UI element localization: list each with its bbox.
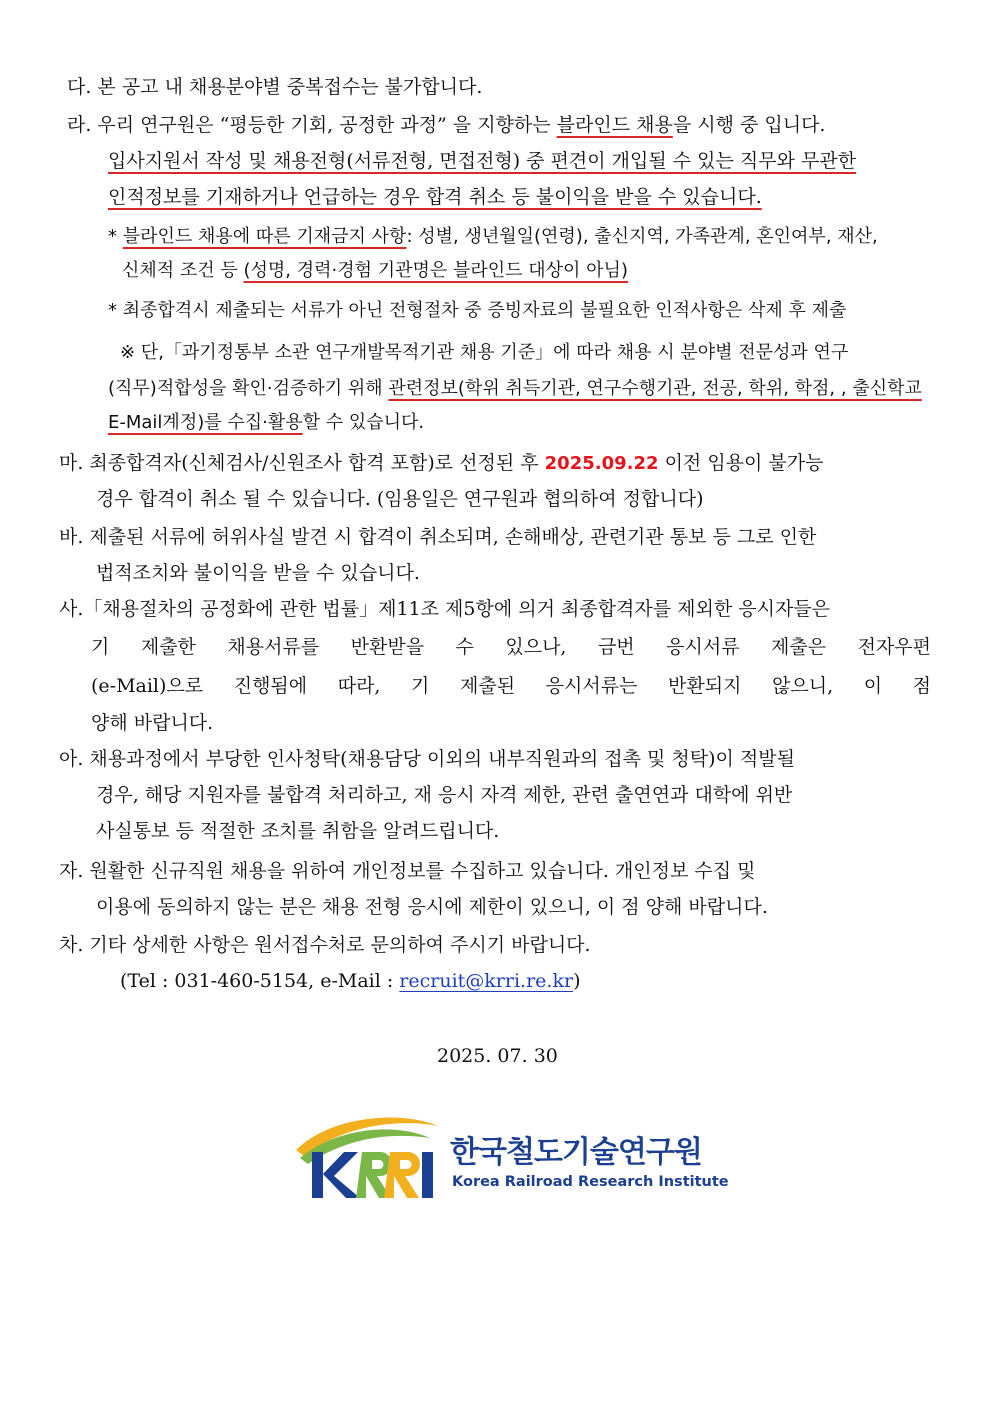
related-info-highlight: 관련정보(학위 취득기관, 연구수행기관, 전공, 학위, 학점, , 출신학교 <box>388 378 922 399</box>
contact-email-link[interactable]: recruit@krri.re.kr <box>399 970 574 992</box>
item-ja-line-2: 이용에 동의하지 않는 분은 채용 전형 응시에 제한이 있으니, 이 점 양해 바랍니다. <box>96 896 768 918</box>
item-a-line-3: 사실통보 등 적절한 조치를 취함을 알려드립니다. <box>96 820 500 842</box>
appointment-deadline-date: 2025.09.22 <box>544 453 659 474</box>
item-sa-line-2: 기 제출한 채용서류를 반환받을 수 있으나, 금번 응시서류 제출은 전자우편 <box>91 636 931 658</box>
item-ba-line-2: 법적조치와 불이익을 받을 수 있습니다. <box>96 562 420 584</box>
contact-line: (Tel : 031-460-5154, e-Mail : recruit@krri.re.kr) <box>120 970 581 992</box>
item-ra-line-1 <box>67 112 937 138</box>
ra-note-exception-line-2: (직무)적합성을 확인·검증하기 위해 관련정보(학위 취득기관, 연구수행기관, 전공, 학위, 학점, , 출신학교 <box>108 378 922 399</box>
ra-note-exception-line-3: E-Mail계정)를 수집·활용할 수 있습니다. <box>108 412 425 433</box>
item-sa-line-1: 사.「채용절차의 공정화에 관한 법률」제11조 제5항에 의거 최종합격자를 제외한 응시자들은 <box>59 598 831 620</box>
item-sa-line-4: 양해 바랍니다. <box>91 712 214 734</box>
item-ma-line-1: 마. 최종합격자(신체검사/신원조사 합격 포함)로 선정된 후 2025.09.22 이전 임용이 불가능 <box>59 452 824 474</box>
item-ra-text: 라. 우리 연구원은 “평등한 기회, 공정한 과정” 을 지향하는 <box>67 114 557 136</box>
logo-name-korean: 한국철도기술연구원 <box>450 1135 702 1170</box>
item-ra-text: 을 시행 중 입니다. <box>672 114 826 136</box>
item-ra-line-3: 인적정보를 기재하거나 언급하는 경우 합격 취소 등 불이익을 받을 수 있습니다. <box>108 186 762 208</box>
email-account-highlight: E-Mail계정)를 수집·활용 <box>108 412 303 433</box>
blind-hiring-highlight: 블라인드 채용 <box>556 114 673 136</box>
item-da-line-1: 다. 본 공고 내 채용분야별 중복접수는 불가합니다. <box>67 76 483 98</box>
ra-note-prohibited-items-line-2: 신체적 조건 등 (성명, 경력·경험 기관명은 블라인드 대상이 아님) <box>122 260 628 281</box>
logo-name-english: Korea Railroad Research Institute <box>452 1174 729 1190</box>
item-ma-line-2: 경우 합격이 취소 될 수 있습니다. (임용일은 연구원과 협의하여 정합니다) <box>96 488 704 510</box>
item-sa-line-3: (e-Mail)으로 진행됨에 따라, 기 제출된 응시서류는 반환되지 않으니, 이 점 <box>91 675 931 697</box>
item-ja-line-1: 자. 원활한 신규직원 채용을 위하여 개인정보를 수집하고 있습니다. 개인정보 수집 및 <box>59 860 756 882</box>
krri-logo <box>290 1112 730 1202</box>
not-blind-target-highlight: (성명, 경력·경험 기관명은 블라인드 대상이 아님) <box>243 260 628 281</box>
item-ba-line-1: 바. 제출된 서류에 허위사실 발견 시 합격이 취소되며, 손해배상, 관련기관 통보 등 그로 인한 <box>59 526 817 548</box>
ra-note-prohibited-items: * 블라인드 채용에 따른 기재금지 사항: 성별, 생년월일(연령), 출신지역, 가족관계, 혼인여부, 재산, <box>108 226 878 247</box>
notice-date: 2025. 07. 30 <box>437 1045 558 1067</box>
item-ra-line-2: 입사지원서 작성 및 채용전형(서류전형, 면접전형) 중 편견이 개입될 수 있는 직무와 무관한 <box>108 150 857 172</box>
ra-note-final-docs: * 최종합격시 제출되는 서류가 아닌 전형절차 중 증빙자료의 불필요한 인적사항은 삭제 후 제출 <box>108 300 847 321</box>
krri-logo-mark-icon <box>290 1112 440 1202</box>
item-a-line-1: 아. 채용과정에서 부당한 인사청탁(채용담당 이외의 내부직원과의 접촉 및 청탁)이 적발될 <box>59 748 795 770</box>
prohibited-items-highlight: 블라인드 채용에 따른 기재금지 사항 <box>122 226 407 247</box>
ra-note-exception-line-1: ※ 단,「과기정통부 소관 연구개발목적기관 채용 기준」에 따라 채용 시 분야별 전문성과 연구 <box>120 342 849 363</box>
item-cha-line-1: 차. 기타 상세한 사항은 원서접수처로 문의하여 주시기 바랍니다. <box>59 934 591 956</box>
item-a-line-2: 경우, 해당 지원자를 불합격 처리하고, 재 응시 자격 제한, 관련 출연연과 대학에 위반 <box>96 784 793 806</box>
